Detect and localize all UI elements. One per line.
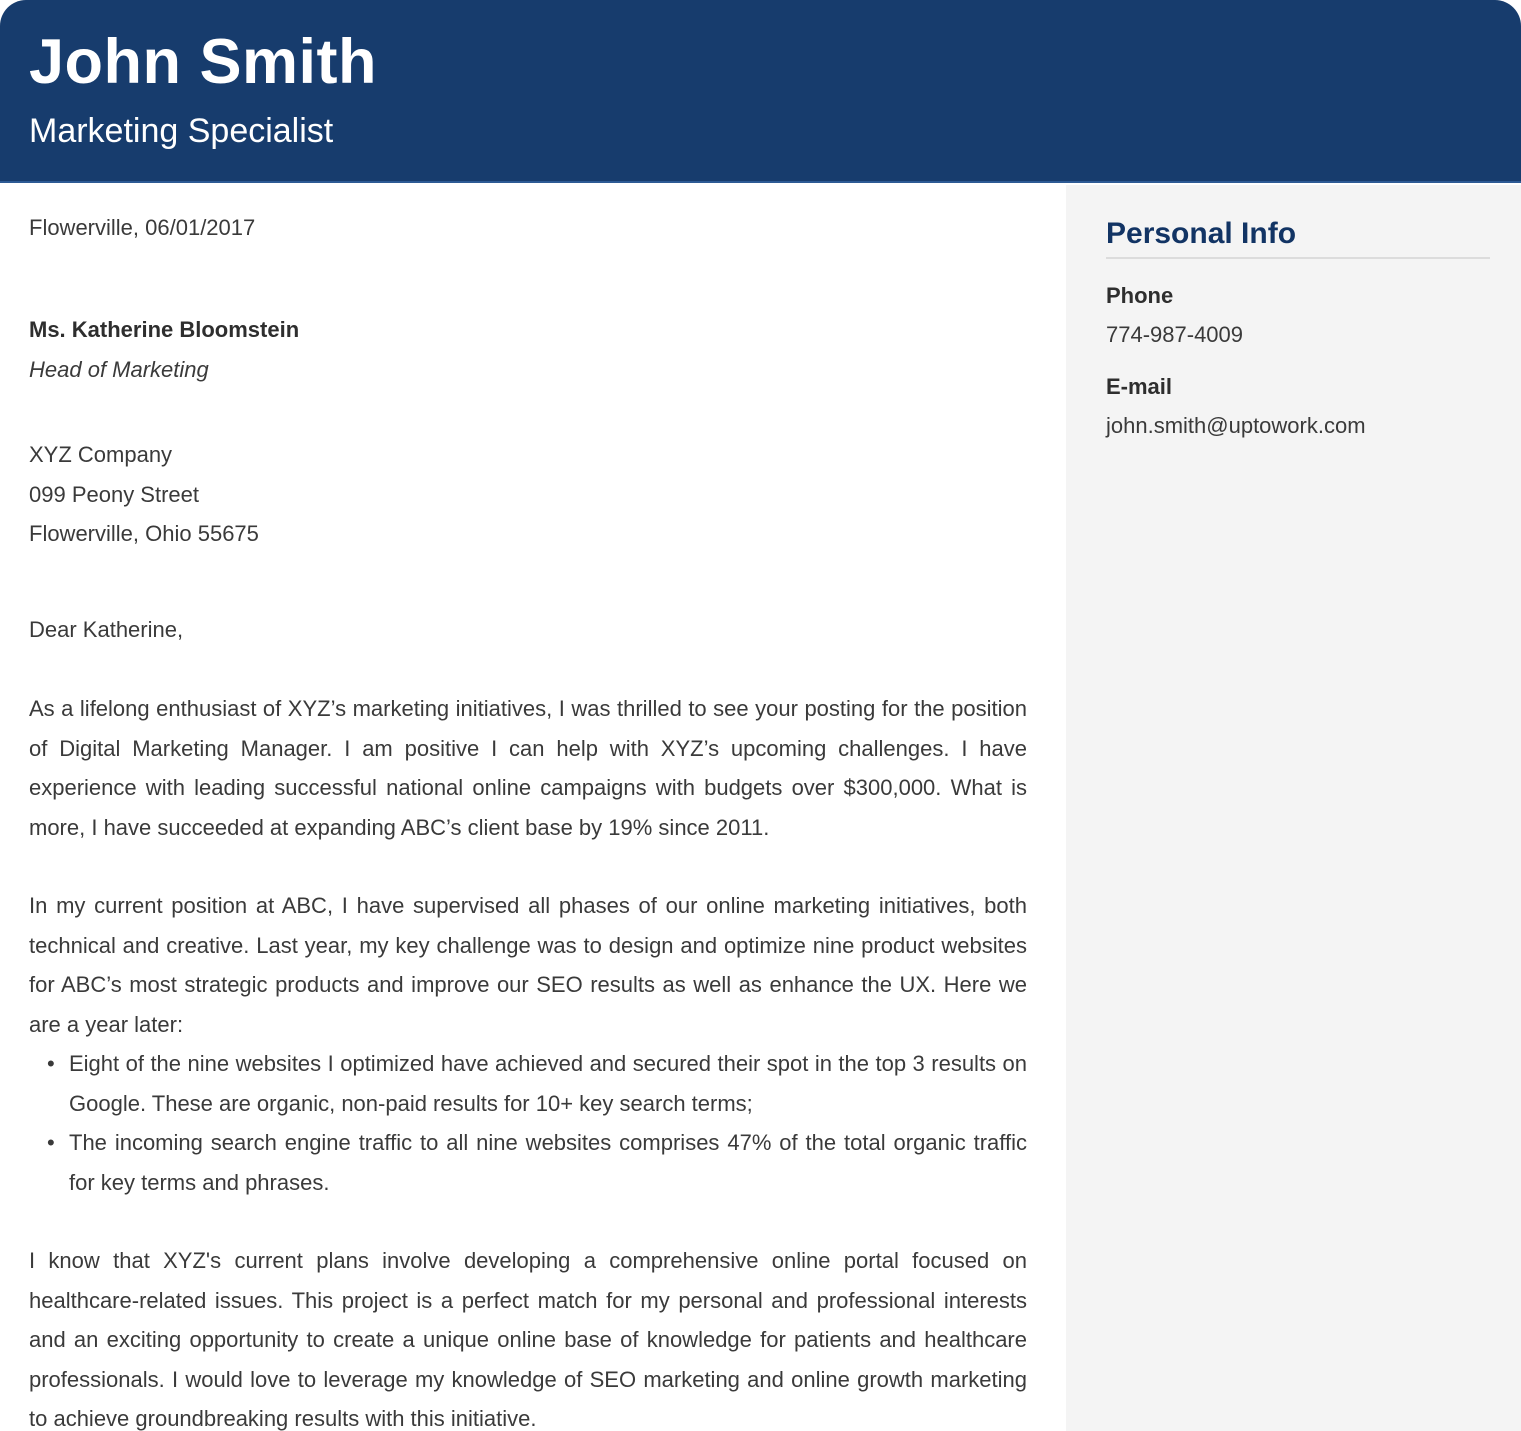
- paragraph-experience: In my current position at ABC, I have supervised all phases of our online marketing initiatives, both technical and creative. Last year, my key challenge was to design and optimize nine product websites for ABC’s most strategic products and improve our SEO results as well as enhance the UX. Here we are a year later:: [29, 893, 1027, 1037]
- email-value[interactable]: john.smith@uptowork.com: [1106, 413, 1366, 438]
- bullet-text: The incoming search engine traffic to all nine websites comprises 47% of the total organic traffic for key terms and phrases.: [69, 1130, 1027, 1195]
- bullet-icon: •: [47, 1130, 55, 1155]
- address-line-street: 099 Peony Street: [29, 481, 200, 507]
- phone-value: 774-987-4009: [1106, 322, 1244, 347]
- address-line-city: Flowerville, Ohio 55675: [29, 521, 259, 546]
- bullet-text: Eight of the nine websites I optimized have achieved and secured their spot in the top 3 results on Google. These are organic, non-paid results for 10+ key search terms;: [69, 1051, 1027, 1116]
- address-line-company: XYZ Company: [29, 442, 173, 467]
- greeting: Dear Katherine,: [29, 617, 184, 642]
- paragraph-intro: As a lifelong enthusiast of XYZ’s marketing initiatives, I was thrilled to see your posting for the position of Digital Marketing Manager. I am positive I can help with XYZ’s upcoming challenges. I have experience with leading successful national online campaigns with budgets over $300,000. What is more, I have succeeded at expanding ABC’s client base by 19% since 2011.: [29, 696, 1027, 840]
- applicant-job-title: Marketing Specialist: [29, 112, 334, 150]
- recipient-address: [29, 435, 259, 554]
- bullet-icon: •: [47, 1051, 55, 1076]
- phone-label: Phone: [1106, 283, 1174, 308]
- date-line: Flowerville, 06/01/2017: [29, 215, 256, 240]
- personal-info-heading: Personal Info: [1106, 217, 1297, 250]
- email-label: E-mail: [1106, 374, 1173, 399]
- header-banner: [0, 0, 1521, 183]
- list-item: [29, 1123, 1027, 1202]
- recipient-role: Head of Marketing: [29, 357, 209, 382]
- paragraph-closing: I know that XYZ's current plans involve developing a comprehensive online portal focused on healthcare-related issues. This project is a perfect match for my personal and professional interests and an exciting opportunity to create a unique online base of knowledge for patients and healthcare professionals. I would love to leverage my knowledge of SEO marketing and online growth marketing to achieve groundbreaking results with this initiative.: [29, 1248, 1027, 1431]
- heading-divider: [1106, 257, 1490, 259]
- list-item: [29, 1044, 1027, 1123]
- recipient-name: Ms. Katherine Bloomstein: [29, 317, 300, 342]
- achievements-list: [29, 1044, 1027, 1202]
- personal-info-sidebar: [1066, 185, 1521, 1431]
- applicant-name: John Smith: [29, 27, 377, 97]
